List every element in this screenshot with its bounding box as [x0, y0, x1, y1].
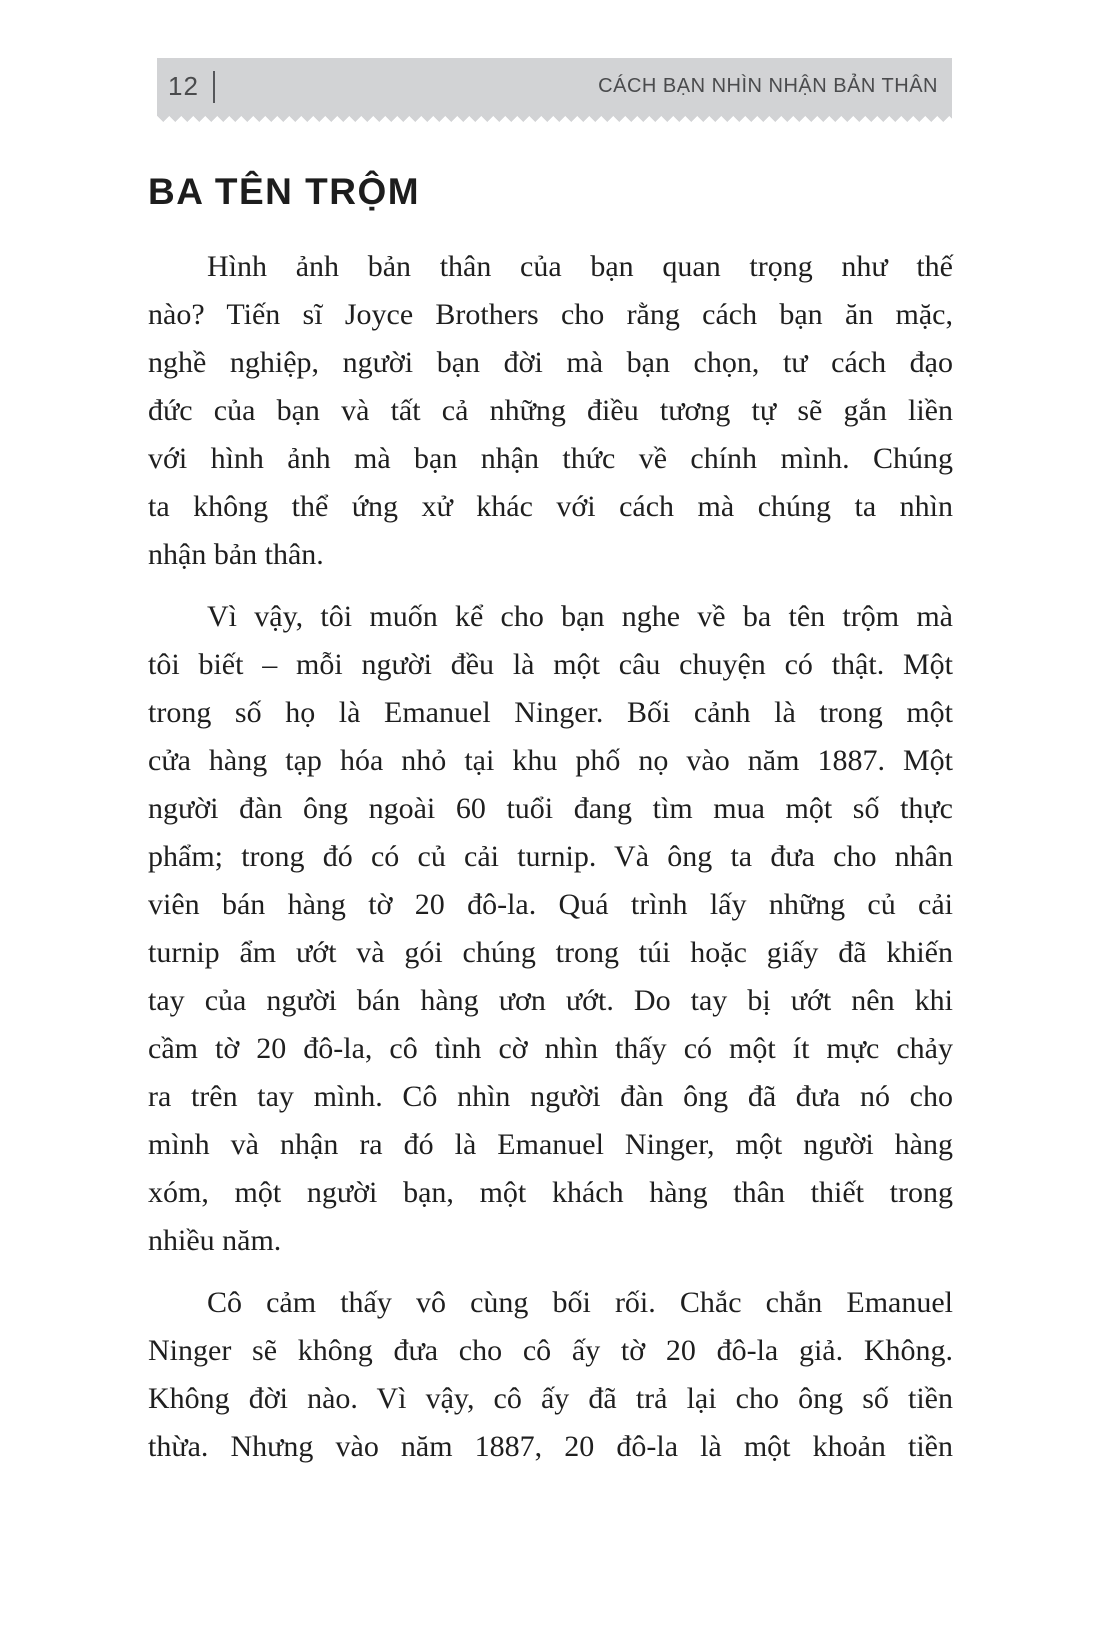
running-title: CÁCH BẠN NHÌN NHẬN BẢN THÂN	[598, 75, 938, 97]
text-line: tay của người bán hàng ươn ướt. Do tay bị ướt nên khi	[148, 984, 953, 1017]
text-line: cầm tờ 20 đô-la, cô tình cờ nhìn thấy có một ít mực chảy	[148, 1032, 953, 1065]
section-heading: BA TÊN TRỘM	[148, 171, 421, 212]
page-number: 12	[168, 71, 199, 101]
body-text	[148, 243, 953, 1485]
text-line: trong số họ là Emanuel Ninger. Bối cảnh là trong một	[148, 696, 953, 729]
torn-edge-decoration	[157, 115, 952, 122]
text-line: với hình ảnh mà bạn nhận thức về chính mình. Chúng	[148, 442, 953, 475]
text-line: ra trên tay mình. Cô nhìn người đàn ông đã đưa nó cho	[148, 1080, 953, 1113]
page-header	[157, 58, 952, 115]
text-line: Không đời nào. Vì vậy, cô ấy đã trả lại cho ông số tiền	[148, 1382, 953, 1415]
paragraph	[148, 593, 953, 1265]
text-line: cửa hàng tạp hóa nhỏ tại khu phố nọ vào năm 1887. Một	[148, 744, 953, 777]
text-line: người đàn ông ngoài 60 tuổi đang tìm mua một số thực	[148, 792, 953, 825]
text-line: Ninger sẽ không đưa cho cô ấy tờ 20 đô-la giả. Không.	[148, 1334, 953, 1367]
text-line: ta không thể ứng xử khác với cách mà chúng ta nhìn	[148, 490, 953, 523]
text-line: phẩm; trong đó có củ cải turnip. Và ông ta đưa cho nhân	[148, 840, 953, 873]
text-line: xóm, một người bạn, một khách hàng thân thiết trong	[148, 1176, 953, 1209]
text-line: turnip ẩm ướt và gói chúng trong túi hoặc giấy đã khiến	[148, 936, 953, 969]
text-line: tôi biết – mỗi người đều là một câu chuyện có thật. Một	[148, 648, 953, 681]
paragraph	[148, 243, 953, 579]
text-line: mình và nhận ra đó là Emanuel Ninger, một người hàng	[148, 1128, 953, 1161]
text-line: đức của bạn và tất cả những điều tương tự sẽ gắn liền	[148, 394, 953, 427]
text-line: nào? Tiến sĩ Joyce Brothers cho rằng cách bạn ăn mặc,	[148, 298, 953, 331]
header-divider	[213, 71, 215, 103]
text-line: viên bán hàng tờ 20 đô-la. Quá trình lấy những củ cải	[148, 888, 953, 921]
text-line: nghề nghiệp, người bạn đời mà bạn chọn, tư cách đạo	[148, 346, 953, 379]
text-line: nhiều năm.	[148, 1224, 282, 1257]
paragraph	[148, 1279, 953, 1471]
text-line: nhận bản thân.	[148, 538, 324, 571]
text-line: Hình ảnh bản thân của bạn quan trọng như thế	[207, 250, 953, 283]
page-header-content	[157, 58, 952, 115]
text-line: Cô cảm thấy vô cùng bối rối. Chắc chắn Emanuel	[207, 1286, 953, 1319]
text-line: Vì vậy, tôi muốn kể cho bạn nghe về ba tên trộm mà	[207, 600, 953, 633]
text-line: thừa. Nhưng vào năm 1887, 20 đô-la là một khoản tiền	[148, 1430, 953, 1463]
